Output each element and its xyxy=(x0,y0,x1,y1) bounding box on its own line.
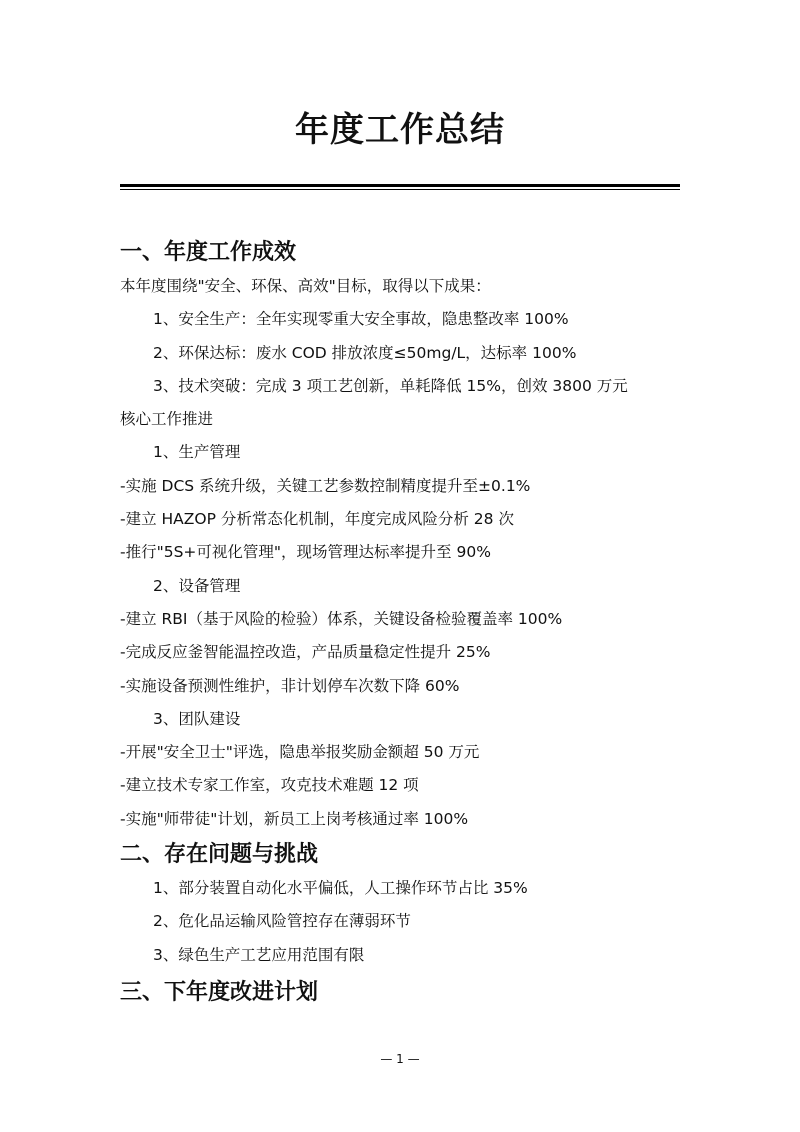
result-item: 1、安全生产：全年实现零重大安全事故，隐患整改率 100% xyxy=(153,310,569,329)
subsection-title-equipment: 2、设备管理 xyxy=(153,576,241,595)
team-item: -开展"安全卫士"评选，隐患举报奖励金额超 50 万元 xyxy=(120,743,480,762)
production-item: -建立 HAZOP 分析常态化机制，年度完成风险分析 28 次 xyxy=(120,510,514,529)
result-item: 2、环保达标：废水 COD 排放浓度≤50mg/L，达标率 100% xyxy=(153,343,577,362)
core-work-label: 核心工作推进 xyxy=(120,410,214,429)
production-item: -推行"5S+可视化管理"，现场管理达标率提升至 90% xyxy=(120,543,491,562)
title-divider-thick xyxy=(120,184,680,187)
team-item: -实施"师带徒"计划，新员工上岗考核通过率 100% xyxy=(120,809,469,828)
challenge-item: 3、绿色生产工艺应用范围有限 xyxy=(153,945,365,964)
section-heading-next-year-plan: 三、下年度改进计划 xyxy=(120,979,319,1005)
section-heading-challenges: 二、存在问题与挑战 xyxy=(120,842,319,868)
subsection-title-team: 3、团队建设 xyxy=(153,709,241,728)
equipment-item: -完成反应釜智能温控改造，产品质量稳定性提升 25% xyxy=(120,643,491,662)
production-item: -实施 DCS 系统升级，关键工艺参数控制精度提升至±0.1% xyxy=(120,476,531,495)
section-intro: 本年度围绕"安全、环保、高效"目标，取得以下成果： xyxy=(120,277,491,295)
subsection-title-production: 1、生产管理 xyxy=(153,443,241,462)
page-number: — 1 — xyxy=(380,1052,420,1066)
challenge-item: 2、危化品运输风险管控存在薄弱环节 xyxy=(153,912,411,931)
team-item: -建立技术专家工作室，攻克技术难题 12 项 xyxy=(120,776,419,795)
document-title: 年度工作总结 xyxy=(295,110,505,150)
section-heading-achievements: 一、年度工作成效 xyxy=(120,240,297,265)
document-body xyxy=(120,236,680,1010)
result-item: 3、技术突破：完成 3 项工艺创新，单耗降低 15%，创效 3800 万元 xyxy=(153,376,628,395)
title-divider-thin xyxy=(120,189,680,190)
equipment-item: -建立 RBI（基于风险的检验）体系，关键设备检验覆盖率 100% xyxy=(120,609,563,628)
equipment-item: -实施设备预测性维护，非计划停车次数下降 60% xyxy=(120,676,460,695)
challenge-item: 1、部分装置自动化水平偏低，人工操作环节占比 35% xyxy=(153,879,528,898)
